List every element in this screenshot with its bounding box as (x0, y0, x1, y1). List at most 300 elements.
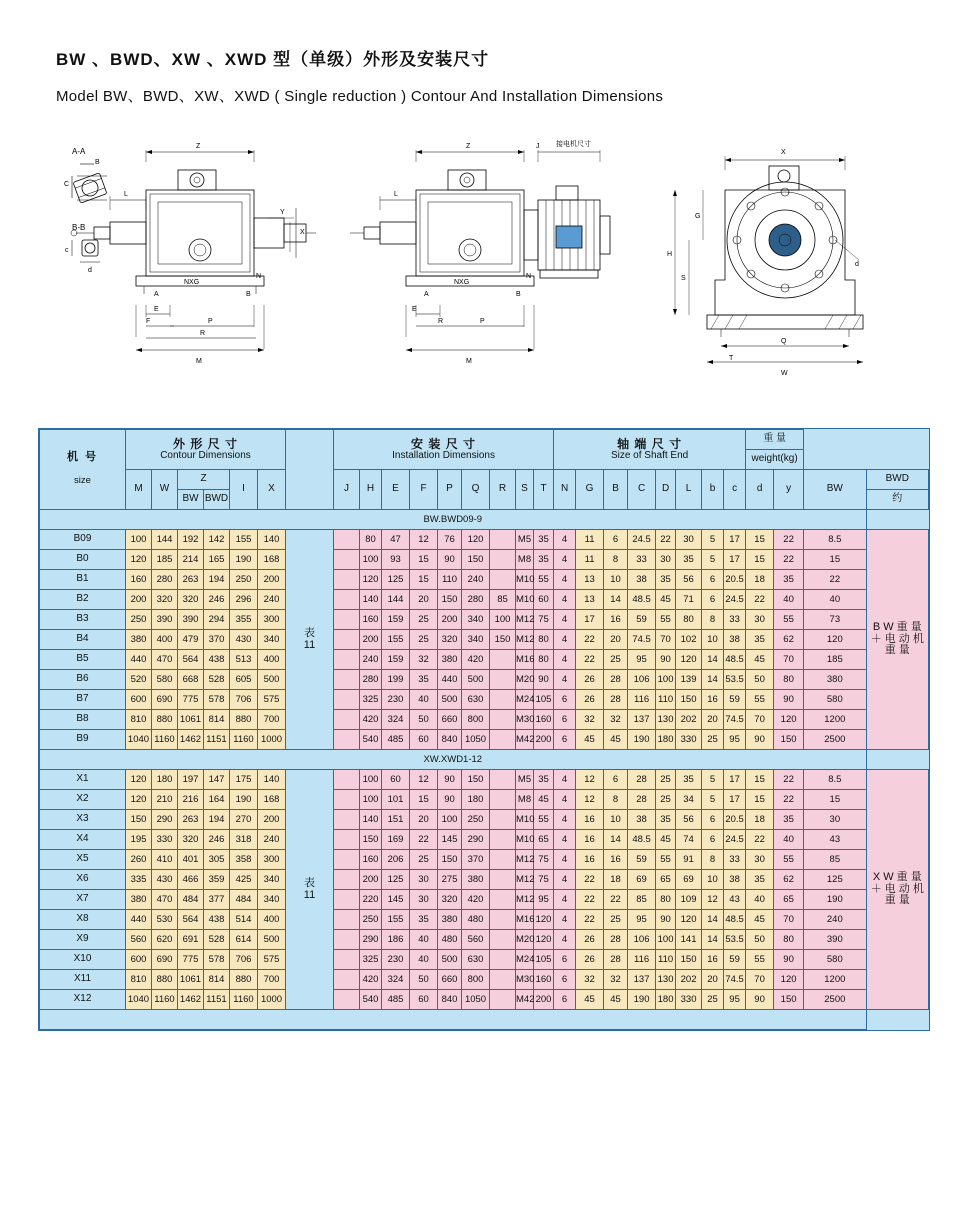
row-size-label: X8 (40, 910, 126, 930)
cell: 480 (462, 910, 490, 930)
cell: 59 (724, 950, 746, 970)
cell: 43 (804, 830, 866, 850)
col-T: T (534, 470, 554, 510)
cell: 25 (702, 730, 724, 750)
cell: 70 (746, 970, 774, 990)
cell: 45 (534, 790, 554, 810)
cell: 90 (438, 770, 462, 790)
cell: 16 (576, 850, 604, 870)
cell: 40 (410, 690, 438, 710)
cell: 24.5 (628, 530, 656, 550)
cell: 30 (676, 530, 702, 550)
cell: M12 (516, 870, 534, 890)
col-weight-BWD: BWD (866, 470, 928, 490)
cell: 65 (656, 870, 676, 890)
cell: 28 (604, 690, 628, 710)
cell: 6 (554, 990, 576, 1010)
spacer-col-left (286, 430, 334, 510)
cell: 38 (628, 570, 656, 590)
cell: 95 (724, 730, 746, 750)
cell: 80 (774, 930, 804, 950)
cell: 120 (676, 910, 702, 930)
cell: 32 (410, 650, 438, 670)
cell: 8 (604, 550, 628, 570)
table-row (40, 730, 929, 750)
cell: 22 (576, 870, 604, 890)
cell: 150 (360, 830, 382, 850)
cell: 330 (676, 990, 702, 1010)
cell: 305 (204, 850, 230, 870)
cell (490, 950, 516, 970)
cell: 263 (178, 570, 204, 590)
cell: 95 (628, 650, 656, 670)
row-size-label: B5 (40, 650, 126, 670)
cell: 294 (204, 610, 230, 630)
cell: 275 (438, 870, 462, 890)
cell: 105 (534, 950, 554, 970)
cell: 11 (576, 550, 604, 570)
cell: 840 (438, 990, 462, 1010)
cell: 380 (438, 650, 462, 670)
cell: 75 (534, 610, 554, 630)
cell: 55 (774, 610, 804, 630)
cell: 120 (804, 630, 866, 650)
cell: 55 (656, 850, 676, 870)
svg-text:d: d (855, 261, 859, 268)
cell: 2500 (804, 990, 866, 1010)
row-size-label: X11 (40, 970, 126, 990)
cell: 580 (804, 690, 866, 710)
cell: 380 (438, 910, 462, 930)
row-size-label: B7 (40, 690, 126, 710)
cell: 22 (576, 910, 604, 930)
cell: 1040 (126, 730, 152, 750)
cell: 80 (774, 670, 804, 690)
cell: 14 (604, 590, 628, 610)
cell (334, 870, 360, 890)
cell: 120 (774, 710, 804, 730)
cell: 880 (152, 970, 178, 990)
cell (334, 570, 360, 590)
cell: 1061 (178, 970, 204, 990)
cell: 4 (554, 610, 576, 630)
col-D: D (656, 470, 676, 510)
cell: 30 (410, 890, 438, 910)
cell: 90 (774, 690, 804, 710)
cell: 15 (804, 550, 866, 570)
group-header-install-en: Installation Dimensions (392, 449, 495, 461)
cell: 60 (382, 770, 410, 790)
cell: 144 (382, 590, 410, 610)
cell: 660 (438, 970, 462, 990)
cell: 100 (656, 670, 676, 690)
cell: 470 (152, 890, 178, 910)
svg-text:H: H (667, 251, 673, 258)
cell: 216 (178, 790, 204, 810)
svg-text:d: d (88, 267, 92, 274)
table-row (40, 890, 929, 910)
cell: 70 (774, 910, 804, 930)
cell: 202 (676, 710, 702, 730)
svg-text:N: N (256, 273, 262, 280)
cell: 200 (534, 730, 554, 750)
cell: 40 (410, 950, 438, 970)
cell: 1160 (230, 990, 258, 1010)
cell: 145 (382, 890, 410, 910)
drawing-1-svg (50, 130, 340, 405)
svg-text:A-A: A-A (72, 147, 86, 156)
table-row (40, 850, 929, 870)
cell: 390 (152, 610, 178, 630)
svg-text:E: E (412, 306, 417, 313)
cell: 250 (462, 810, 490, 830)
svg-text:G: G (695, 213, 701, 220)
cell: M5 (516, 530, 534, 550)
svg-text:A: A (424, 291, 429, 298)
cell: 6 (554, 690, 576, 710)
col-c: c (724, 470, 746, 510)
cell (334, 850, 360, 870)
dimensions-table-body (40, 510, 929, 1030)
cell: 24.5 (724, 590, 746, 610)
svg-text:W: W (781, 370, 788, 377)
cell (334, 610, 360, 630)
cell: 706 (230, 690, 258, 710)
cell: M20 (516, 930, 534, 950)
cell: 22 (656, 530, 676, 550)
cell: 320 (178, 830, 204, 850)
cell: 95 (628, 910, 656, 930)
cell: 50 (746, 670, 774, 690)
cell: 335 (126, 870, 152, 890)
cell: 528 (204, 930, 230, 950)
cell: 4 (554, 650, 576, 670)
cell: 438 (204, 910, 230, 930)
cell: 100 (360, 790, 382, 810)
cell: 35 (410, 670, 438, 690)
cell: 564 (178, 650, 204, 670)
cell: 200 (438, 610, 462, 630)
cell: 320 (438, 890, 462, 910)
cell: 38 (724, 630, 746, 650)
cell: 25 (702, 990, 724, 1010)
cell: 575 (258, 950, 286, 970)
cell: 140 (258, 530, 286, 550)
cell: 75 (534, 870, 554, 890)
cell: 75 (534, 850, 554, 870)
cell: 290 (152, 810, 178, 830)
cell: 160 (360, 850, 382, 870)
cell: 324 (382, 710, 410, 730)
cell: 324 (382, 970, 410, 990)
cell: 35 (774, 810, 804, 830)
cell: 814 (204, 710, 230, 730)
cell: 70 (656, 630, 676, 650)
table-row (40, 790, 929, 810)
cell (490, 650, 516, 670)
cell (490, 710, 516, 730)
cell: 55 (746, 950, 774, 970)
table-row (40, 930, 929, 950)
cell: 230 (382, 950, 410, 970)
cell: 430 (230, 630, 258, 650)
table-row (40, 990, 929, 1010)
svg-text:L: L (124, 191, 128, 198)
cell: 25 (604, 650, 628, 670)
cell: 290 (360, 930, 382, 950)
table-row (40, 550, 929, 570)
cell: 74.5 (724, 710, 746, 730)
col-I: I (230, 470, 258, 510)
cell: 240 (462, 570, 490, 590)
cell: 13 (576, 570, 604, 590)
cell: 125 (382, 570, 410, 590)
cell: 840 (438, 730, 462, 750)
cell: 144 (152, 530, 178, 550)
cell (334, 970, 360, 990)
cell: 8 (604, 790, 628, 810)
cell: 800 (462, 970, 490, 990)
cell: 50 (410, 710, 438, 730)
svg-text:J: J (536, 143, 540, 150)
cell: 140 (360, 590, 382, 610)
cell: 6 (554, 950, 576, 970)
cell: 90 (534, 670, 554, 690)
cell: 35 (534, 530, 554, 550)
cell: 1160 (152, 730, 178, 750)
cell: 169 (382, 830, 410, 850)
cell: 4 (554, 830, 576, 850)
cell: 4 (554, 530, 576, 550)
group-header-contour (126, 430, 286, 470)
cell: 70 (746, 710, 774, 730)
col-C: C (628, 470, 656, 510)
cell: 25 (410, 850, 438, 870)
cell: 55 (534, 570, 554, 590)
svg-text:R: R (200, 330, 206, 337)
cell: M12 (516, 630, 534, 650)
cell: 6 (702, 570, 724, 590)
row-size-label: B6 (40, 670, 126, 690)
cell: 500 (438, 950, 462, 970)
cell: 40 (746, 890, 774, 910)
table-row (40, 810, 929, 830)
col-header-size-cn: 机 号 (66, 451, 99, 464)
cell: 185 (804, 650, 866, 670)
table-row (40, 770, 929, 790)
cell: 74 (676, 830, 702, 850)
svg-text:接电机尺寸: 接电机尺寸 (556, 141, 591, 148)
cell: 22 (774, 770, 804, 790)
cell: 800 (462, 710, 490, 730)
cell: 400 (258, 910, 286, 930)
cell (490, 790, 516, 810)
cell: M16 (516, 910, 534, 930)
cell: 137 (628, 710, 656, 730)
cell: 6 (604, 770, 628, 790)
cell: M24 (516, 690, 534, 710)
cell: 1160 (230, 730, 258, 750)
row-size-label: X1 (40, 770, 126, 790)
col-weight-BWD-note: 约 (866, 490, 928, 510)
cell: 45 (576, 990, 604, 1010)
cell: 180 (462, 790, 490, 810)
cell: M16 (516, 650, 534, 670)
cell: 400 (152, 630, 178, 650)
cell (334, 930, 360, 950)
cell: 18 (746, 570, 774, 590)
cell: 76 (438, 530, 462, 550)
col-Q: Q (462, 470, 490, 510)
cell: 190 (230, 790, 258, 810)
cell: 25 (656, 770, 676, 790)
cell (490, 690, 516, 710)
cell: 20 (604, 630, 628, 650)
cell: M30 (516, 710, 534, 730)
cell: 578 (204, 690, 230, 710)
cell: 410 (152, 850, 178, 870)
cell: 8 (702, 850, 724, 870)
table-row (40, 670, 929, 690)
col-header-size-en: size (74, 475, 91, 487)
cell: 30 (746, 610, 774, 630)
cell: 420 (462, 890, 490, 910)
cell: 95 (534, 890, 554, 910)
cell: 810 (126, 970, 152, 990)
cell: 38 (724, 870, 746, 890)
cell: 240 (258, 830, 286, 850)
cell: 35 (746, 630, 774, 650)
group-header-weight-cn: 重 量 (746, 430, 804, 450)
group-header-contour-en: Contour Dimensions (160, 449, 251, 461)
cell: M20 (516, 670, 534, 690)
cell: 700 (258, 710, 286, 730)
svg-text:c: c (65, 247, 69, 254)
cell: 470 (152, 650, 178, 670)
row-size-label: X10 (40, 950, 126, 970)
cell: 168 (258, 790, 286, 810)
cell: 180 (656, 990, 676, 1010)
cell: 210 (152, 790, 178, 810)
cell: 14 (604, 830, 628, 850)
group-header-shaft-cn: 轴 端 尺 寸 (617, 436, 683, 451)
cell: 1151 (204, 730, 230, 750)
cell: 4 (554, 810, 576, 830)
cell: 55 (534, 810, 554, 830)
drawing-side-view-1 (50, 130, 340, 405)
cell: 168 (258, 550, 286, 570)
cell: 40 (774, 830, 804, 850)
row-size-label: X3 (40, 810, 126, 830)
cell: 810 (126, 710, 152, 730)
svg-text:X: X (300, 229, 305, 236)
cell: 15 (804, 790, 866, 810)
col-Z-BW: BW (178, 490, 204, 510)
technical-drawings (40, 130, 926, 405)
cell: 4 (554, 930, 576, 950)
cell (490, 930, 516, 950)
cell: M8 (516, 550, 534, 570)
cell: 151 (382, 810, 410, 830)
cell: 160 (126, 570, 152, 590)
cell: 15 (410, 790, 438, 810)
cell (334, 810, 360, 830)
cell: 660 (438, 710, 462, 730)
row-size-label: B3 (40, 610, 126, 630)
cell: 514 (230, 910, 258, 930)
cell: 120 (126, 550, 152, 570)
cell: 690 (152, 690, 178, 710)
cell: 85 (490, 590, 516, 610)
row-size-label: X7 (40, 890, 126, 910)
cell: 775 (178, 950, 204, 970)
cell: 18 (746, 810, 774, 830)
table-row (40, 590, 929, 610)
cell: 62 (774, 630, 804, 650)
drawing-front-view (655, 130, 925, 405)
row-size-label: X5 (40, 850, 126, 870)
cell: 102 (676, 630, 702, 650)
svg-text:Z: Z (466, 143, 471, 150)
cell: 116 (628, 950, 656, 970)
cell: 150 (462, 770, 490, 790)
page-title-cn: BW 、BWD、XW 、XWD 型（单级）外形及安装尺寸 (56, 50, 490, 69)
cell: 340 (258, 890, 286, 910)
cell: 20.5 (724, 570, 746, 590)
cell: 69 (628, 870, 656, 890)
cell: 420 (360, 970, 382, 990)
cell: 580 (804, 950, 866, 970)
cell: 35 (534, 550, 554, 570)
cell: 513 (230, 650, 258, 670)
cell (490, 570, 516, 590)
cell: 28 (628, 790, 656, 810)
col-N: N (554, 470, 576, 510)
row-size-label: X6 (40, 870, 126, 890)
cell: 45 (656, 830, 676, 850)
cell: 195 (126, 830, 152, 850)
cell: 400 (258, 650, 286, 670)
cell: 137 (628, 970, 656, 990)
group-header-shaft (554, 430, 746, 470)
cell: 4 (554, 590, 576, 610)
cell: 155 (382, 910, 410, 930)
svg-text:T: T (729, 355, 734, 362)
cell: 186 (382, 930, 410, 950)
cell: 18 (604, 870, 628, 890)
cell: 80 (534, 650, 554, 670)
cell: 10 (702, 630, 724, 650)
svg-text:S: S (681, 275, 686, 282)
dimensions-table (39, 429, 929, 1030)
cell: 12 (576, 770, 604, 790)
table-row (40, 830, 929, 850)
cell: 190 (804, 890, 866, 910)
table-note-biao: 表 11 (286, 530, 334, 750)
svg-text:E: E (154, 306, 159, 313)
cell: 109 (676, 890, 702, 910)
cell: 17 (576, 610, 604, 630)
cell: 370 (204, 630, 230, 650)
cell: 80 (360, 530, 382, 550)
row-size-label: B0 (40, 550, 126, 570)
cell: 32 (604, 970, 628, 990)
cell: 22 (410, 830, 438, 850)
cell: 325 (360, 950, 382, 970)
cell: 34 (676, 790, 702, 810)
cell: 32 (604, 710, 628, 730)
cell: 142 (204, 530, 230, 550)
